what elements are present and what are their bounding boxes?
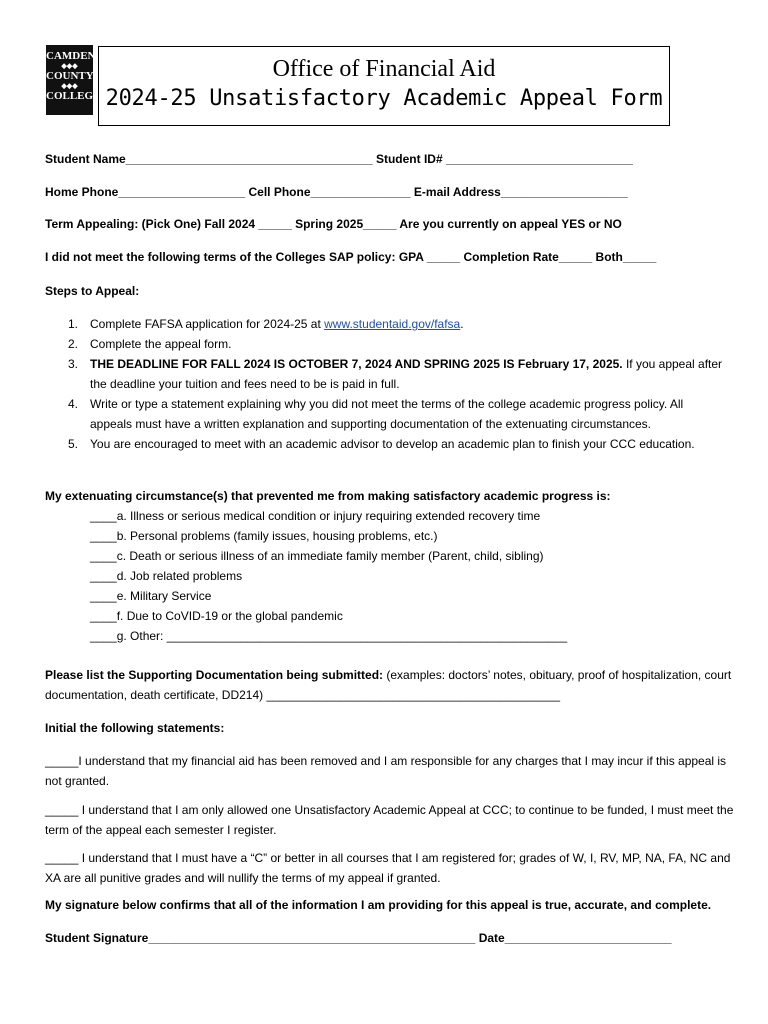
steps-heading: Steps to Appeal: [45,284,140,298]
college-logo [46,45,101,115]
circumstance-option-d[interactable]: ____d. Job related problems [90,569,243,583]
steps-list [68,314,728,454]
step-text: If you appeal after the deadline your tuition and fees need to be is paid in full. [90,357,723,391]
term-appealing-row[interactable]: Term Appealing: (Pick One) Fall 2024 _____ Spring 2025_____ Are you currently on appeal YES or NO [45,217,622,231]
step-text: You are encouraged to meet with an academic advisor to develop an academic plan to finish your CCC education. [90,437,695,451]
step-text: Complete FAFSA application for 2024-25 at [90,317,325,331]
office-title: Office of Financial Aid [272,56,496,82]
circumstance-option-f[interactable]: ____f. Due to CoVID-19 or the global pandemic [90,609,343,623]
logo-separator: ◆◆◆ [61,62,78,70]
logo-line-2: COUNTY [46,70,94,82]
step-text: . [460,317,464,331]
step-number: 1. [68,317,79,331]
step-text: Complete the appeal form. [90,337,232,351]
circumstances-list [90,506,567,646]
documentation-text: (examples: doctors’ notes, obituary, proof of hospitalization, court documentation, death certificate, DD214) ____________________________________________ [45,668,732,702]
confirmation-statement: My signature below confirms that all of the information I am providing for this appeal is true, accurate, and complete. [45,898,712,912]
circumstance-option-b[interactable]: ____b. Personal problems (family issues, housing problems, etc.) [90,529,438,543]
circumstances-heading: My extenuating circumstance(s) that prevented me from making satisfactory academic progress is: [45,489,611,503]
circumstance-option-e[interactable]: ____e. Military Service [90,589,212,603]
statement-one-appeal[interactable]: _____ I understand that I am only allowed one Unsatisfactory Academic Appeal at CCC; to continue to be funded, I must meet the term of the appeal each semester I register. [45,803,734,837]
form-title: 2024-25 Unsatisfactory Academic Appeal Form [105,86,663,111]
logo-line-3: COLLEGE [46,90,101,102]
step-item [68,354,728,394]
circumstance-option-g[interactable]: ____g. Other: ____________________________________________________________ [90,629,568,643]
step-item [68,394,728,434]
circumstance-option-a[interactable]: ____a. Illness or serious medical condition or injury requiring extended recovery time [90,509,541,523]
form-title-box [98,46,670,126]
step-item [68,334,728,354]
sap-policy-row[interactable]: I did not meet the following terms of the Colleges SAP policy: GPA _____ Completion Rate_____ Both_____ [45,250,657,264]
documentation-label: Please list the Supporting Documentation being submitted: [45,668,384,682]
documentation-section[interactable] [45,665,735,705]
signature-row[interactable]: Student Signature_________________________________________________ Date_________________________ [45,931,672,945]
step-number: 4. [68,397,79,411]
circumstance-option-c[interactable]: ____c. Death or serious illness of an immediate family member (Parent, child, sibling) [90,549,544,563]
student-name-id-row[interactable]: Student Name_____________________________________ Student ID# ____________________________ [45,152,633,166]
step-item [68,314,728,334]
step-number: 3. [68,357,79,371]
step-text: Write or type a statement explaining why you did not meet the terms of the college academic progress policy. All appeals must have a written explanation and supporting documentation of the extenuating circumstances. [90,397,684,431]
step-number: 2. [68,337,79,351]
step-number: 5. [68,437,79,451]
logo-line-1: CAMDEN [46,50,96,62]
deadline-text: THE DEADLINE FOR FALL 2024 IS OCTOBER 7, 2024 AND SPRING 2025 IS February 17, 2025. [90,357,623,371]
contact-row[interactable]: Home Phone___________________ Cell Phone_______________ E-mail Address___________________ [45,185,628,199]
fafsa-link[interactable]: www.studentaid.gov/fafsa [324,317,461,331]
step-item [68,434,728,454]
logo-separator: ◆◆◆ [61,82,78,90]
statement-grades[interactable]: _____ I understand that I must have a “C” or better in all courses that I am registered for; grades of W, I, RV, MP, NA, FA, NC and XA are all punitive grades and will nullify the terms of my appeal if granted. [45,851,731,885]
initial-heading: Initial the following statements: [45,721,225,735]
statement-financial-aid[interactable]: _____I understand that my financial aid has been removed and I am responsible for any charges that I may incur if this appeal is not granted. [45,754,727,788]
